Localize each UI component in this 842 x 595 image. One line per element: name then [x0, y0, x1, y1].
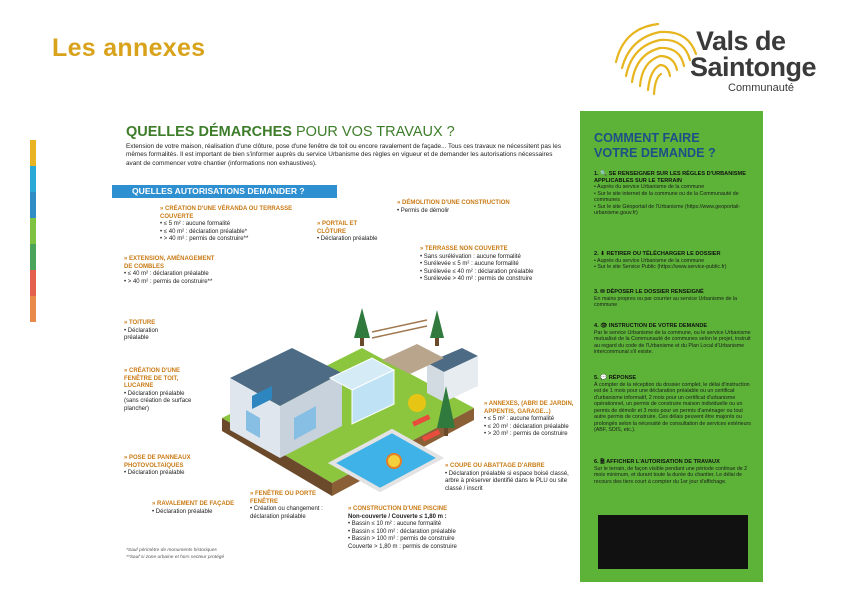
step-body: À compter de la réception du dossier complet, le délai d'instruction est de 1 mois pour une déclaration préalable ou un certificat d'urbanisme informatif, 2 mois pour un certificat d'urbanisme opérationnel, un permis de construire maison individuelle ou un permis de démolir et 3 mois pour un permis d'aménager ou tout autre permis de construire. Ces délais peuvent être majorés ou prolongés selon la nécessité de consultation de services extérieurs (ABF, SDIS, etc.).: [594, 381, 751, 433]
step-number: 1.: [594, 171, 601, 177]
step-number: 5.: [594, 375, 601, 381]
logo-text-line2: Saintonge: [690, 52, 817, 82]
step-3: [594, 289, 756, 309]
step-body: • Auprès du service Urbanisme de la commune • Sur le site Service Public (https://www.service-public.fr): [594, 257, 727, 270]
step-1: [594, 171, 756, 217]
poster-intro: Extension de votre maison, réalisation d'une clôture, pose d'une fenêtre de toit ou encore ravalement de façade... Tous ces travaux ne nécessitent pas les mêmes formalités. Il est important de bien s'informer auprès du service Urbanisme des règles en vigueur et de demander les autorisations nécessaires avant de commencer votre chantier (informations non exhaustives).: [126, 143, 562, 167]
label-portail: » PORTAIL ET CLÔTURE • Déclaration préalable: [317, 221, 378, 243]
color-strip-segment: [30, 218, 36, 244]
logo-text-line1: Vals de: [696, 26, 786, 56]
label-terrasse: » TERRASSE NON COUVERTE • Sans surélévation : aucune formalité • Surélevée ≤ 5 m² : aucune formalité • Surélevée ≤ 40 m² : déclaration préalable • Surélevée > 40 m² : permis de construire: [420, 246, 534, 283]
step-4: [594, 323, 756, 356]
color-strip-segment: [30, 270, 36, 296]
step-heading: 1. 🔍 SE RENSEIGNER SUR LES RÈGLES D'URBANISME APPLICABLES SUR LE TERRAIN: [594, 171, 746, 184]
label-toiture: » TOITURE • Déclaration préalable: [124, 320, 159, 342]
step-5: [594, 375, 756, 434]
label-panneaux: » POSE DE PANNEAUX PHOTOVOLTAÏQUES • Déclaration préalable: [124, 455, 191, 477]
step-body: En mains propres ou par courrier au service Urbanisme de la commune: [594, 295, 738, 308]
redacted-block: [598, 515, 748, 569]
step-body: Sur le terrain, de façon visible pendant une période continue de 2 mois minimum, et durant toute la durée du chantier. Le délai de recours des tiers court à compter du 1er jour d'affichage.: [594, 465, 748, 485]
label-annexes: » ANNEXES, (ABRI DE JARDIN, APPENTIS, GARAGE...) • ≤ 5 m² : aucune formalité • ≤ 20 m² : déclaration préalable • > 20 m² : permis de construire: [484, 401, 574, 438]
document-icon: 🖹: [600, 459, 607, 465]
vals-de-saintonge-logo: [610, 18, 817, 98]
color-strip-segment: [30, 296, 36, 322]
step-body: • Auprès du service Urbanisme de la commune • Sur le site internet de la commune ou de la Communauté de communes • Sur le site Géoportail de l'Urbanisme (https://www.geoportail-urbanisme.gouv.fr): [594, 184, 741, 216]
color-strip: [30, 140, 36, 323]
step-number: 6.: [594, 459, 601, 465]
fingerprint-logo-icon: [610, 18, 700, 98]
step-heading: 2. ⬇ RETIRER OU TÉLÉCHARGER LE DOSSIER: [594, 251, 721, 257]
label-veranda: » CRÉATION D'UNE VÉRANDA OU TERRASSE COUVERTE • ≤ 5 m² : aucune formalité • ≤ 40 m² : déclaration préalable* • > 40 m² : permis de construire**: [160, 206, 293, 243]
label-coupe-arbre: » COUPE OU ABATTAGE D'ARBRE • Déclaration préalable si espace boisé classé, arbre à préserver identifié dans le PLU ou site classé / inscrit: [445, 463, 569, 492]
step-2: [594, 251, 756, 271]
download-icon: ⬇: [600, 251, 607, 257]
poster: [112, 118, 576, 584]
slide-title: Les annexes: [52, 34, 206, 62]
step-heading: 5. 💬 RÉPONSE: [594, 375, 637, 381]
step-heading: 6. 🖹 AFFICHER L'AUTORISATION DE TRAVAUX: [594, 459, 720, 465]
step-number: 2.: [594, 251, 601, 257]
color-strip-segment: [30, 166, 36, 192]
eye-icon: 👁: [600, 323, 609, 329]
logo-text-line3: Communauté: [728, 82, 795, 94]
envelope-icon: ✉: [600, 289, 607, 295]
poster-title: QUELLES DÉMARCHES POUR VOS TRAVAUX ?: [126, 124, 455, 140]
label-demolition: » DÉMOLITION D'UNE CONSTRUCTION • Permis de démolir: [397, 200, 510, 214]
color-strip-segment: [30, 192, 36, 218]
footnotes: *Sauf périmètre de monuments historiques **Sauf si zone urbaine et hors secteur protégé: [126, 548, 225, 560]
label-extension: » EXTENSION, AMÉNAGEMENT DE COMBLES • ≤ 40 m² : déclaration préalable • > 40 m² : permis de construire**: [124, 256, 215, 285]
step-6: [594, 459, 756, 485]
label-piscine: » CONSTRUCTION D'UNE PISCINE Non-couverte / Couverte ≤ 1,80 m : • Bassin ≤ 10 m² : aucune formalité • Bassin ≤ 100 m² : déclaration préalable • Bassin > 100 m² : permis de construire Couverte > 1,80 m : permis de construire: [348, 506, 457, 550]
step-number: 4.: [594, 323, 601, 329]
section-band: QUELLES AUTORISATIONS DEMANDER ?: [112, 185, 337, 198]
step-heading: 4. 👁 INSTRUCTION DE VOTRE DEMANDE: [594, 323, 708, 329]
color-strip-segment: [30, 140, 36, 166]
step-number: 3.: [594, 289, 601, 295]
label-ravalement: » RAVALEMENT DE FAÇADE • Déclaration préalable: [152, 501, 235, 515]
green-panel-title: COMMENT FAIRE VOTRE DEMANDE ?: [594, 131, 716, 160]
step-body: Par le service Urbanisme de la commune, ou le service Urbanisme mutualisé de la Communauté de communes selon le projet, instruit au regard du code de l'Urbanisme et du Plan Local d'Urbanisme intercommunal s'il existe.: [594, 329, 751, 355]
step-heading: 3. ✉ DÉPOSER LE DOSSIER RENSEIGNÉ: [594, 289, 704, 295]
color-strip-segment: [30, 244, 36, 270]
green-panel: [580, 111, 763, 582]
magnifier-icon: 🔍: [600, 171, 609, 177]
label-porte-fenetre: » FENÊTRE OU PORTE FENÊTRE • Création ou changement : déclaration préalable: [250, 491, 323, 520]
speech-bubble-icon: 💬: [600, 375, 609, 381]
label-fenetre-toit: » CRÉATION D'UNE FENÊTRE DE TOIT, LUCARNE • Déclaration préalable (sans création de surface plancher): [124, 368, 192, 412]
